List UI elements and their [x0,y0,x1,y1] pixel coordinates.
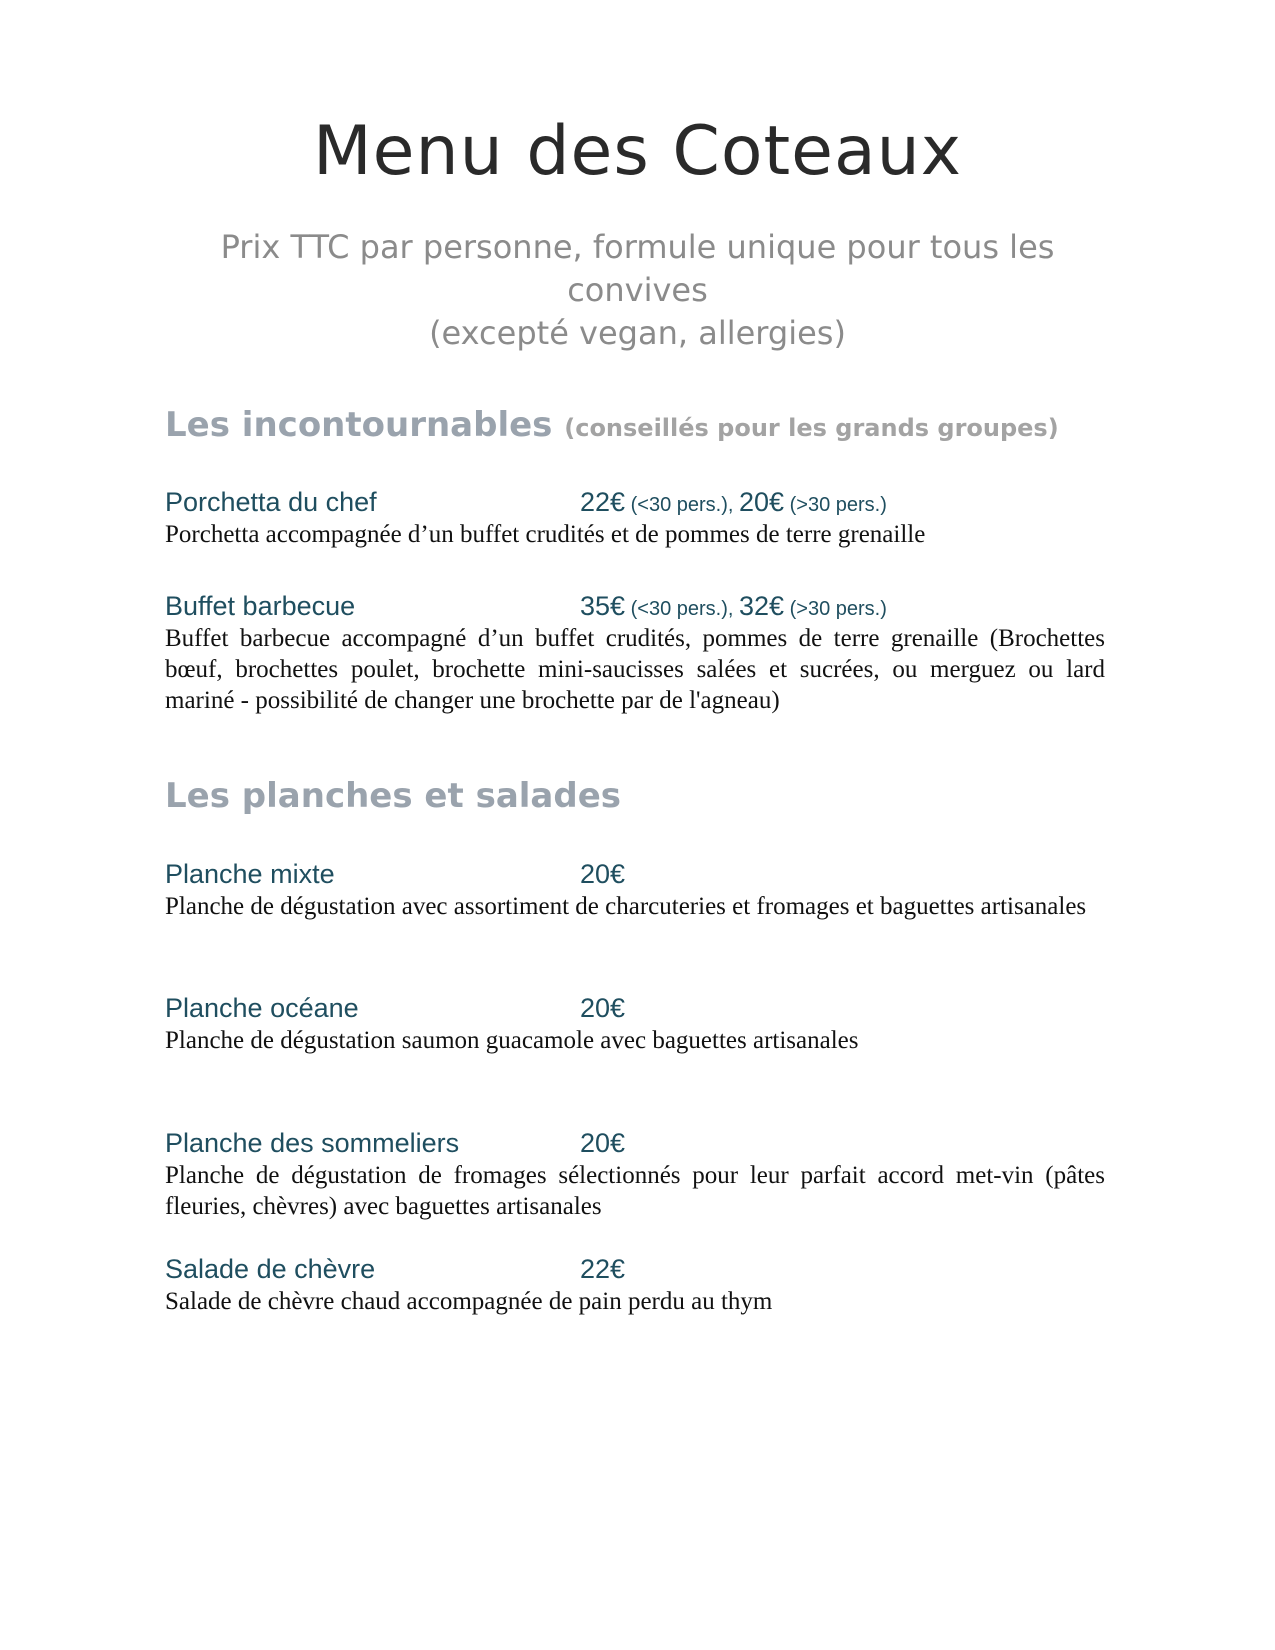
item-description: Buffet barbecue accompagné d’un buffet crudités, pommes de terre grenaille (Brochettes bœuf, brochettes poulet, brochette mini-saucisses salées et sucrées, ou merguez ou lard mariné - possibilité de changer une brochette par de l'agneau) [165,625,1105,714]
page-title: Menu des Coteaux [313,112,962,191]
price-small-group: 35€ [580,591,626,621]
menu-item-salade-chevre [165,1252,1105,1317]
subtitle-line-2: convives [567,271,708,309]
menu-subtitle [160,226,1115,355]
section-note: (conseillés pour les grands groupes) [564,414,1059,442]
item-price [580,589,887,626]
price-condition: (>30 pers.) [784,494,887,516]
price-condition: (>30 pers.) [784,598,887,620]
menu-item-planche-mixte [165,857,1105,922]
section-title: Les planches et salades [165,776,621,816]
item-description: Planche de dégustation avec assortiment de charcuteries et fromages et baguettes artisanales [165,893,1087,920]
item-name: Planche mixte [165,859,335,889]
price-large-group: 20€ [739,487,785,517]
subtitle-line-3: (excepté vegan, allergies) [429,314,846,352]
section-heading-incontournables [165,405,1059,448]
section-heading-planches [165,776,621,816]
item-name: Planche des sommeliers [165,1128,460,1158]
section-title: Les incontournables [165,405,553,445]
item-name: Planche océane [165,993,359,1023]
price-small-group: 22€ [580,487,626,517]
subtitle-line-1: Prix TTC par personne, formule unique pour tous les [220,228,1055,266]
item-price: 20€ [580,859,626,889]
item-name: Porchetta du chef [165,487,377,517]
menu-item-planche-sommeliers [165,1126,1105,1222]
menu-item-porchetta [165,485,1105,550]
item-description: Salade de chèvre chaud accompagnée de pain perdu au thym [165,1288,773,1315]
item-price: 20€ [580,1128,626,1158]
item-description: Planche de dégustation de fromages sélectionnés pour leur parfait accord met-vin (pâtes fleuries, chèvres) avec baguettes artisanales [165,1162,1105,1220]
item-name: Buffet barbecue [165,591,356,621]
menu-item-buffet-barbecue [165,589,1105,716]
price-condition: (<30 pers.), [625,494,739,516]
menu-item-planche-oceane [165,991,1105,1056]
item-description: Planche de dégustation saumon guacamole avec baguettes artisanales [165,1027,859,1054]
item-price: 22€ [580,1254,626,1284]
price-large-group: 32€ [739,591,785,621]
price-condition: (<30 pers.), [625,598,739,620]
item-description: Porchetta accompagnée d’un buffet crudités et de pommes de terre grenaille [165,521,926,548]
item-name: Salade de chèvre [165,1254,376,1284]
item-price: 20€ [580,993,626,1023]
item-price [580,485,887,522]
